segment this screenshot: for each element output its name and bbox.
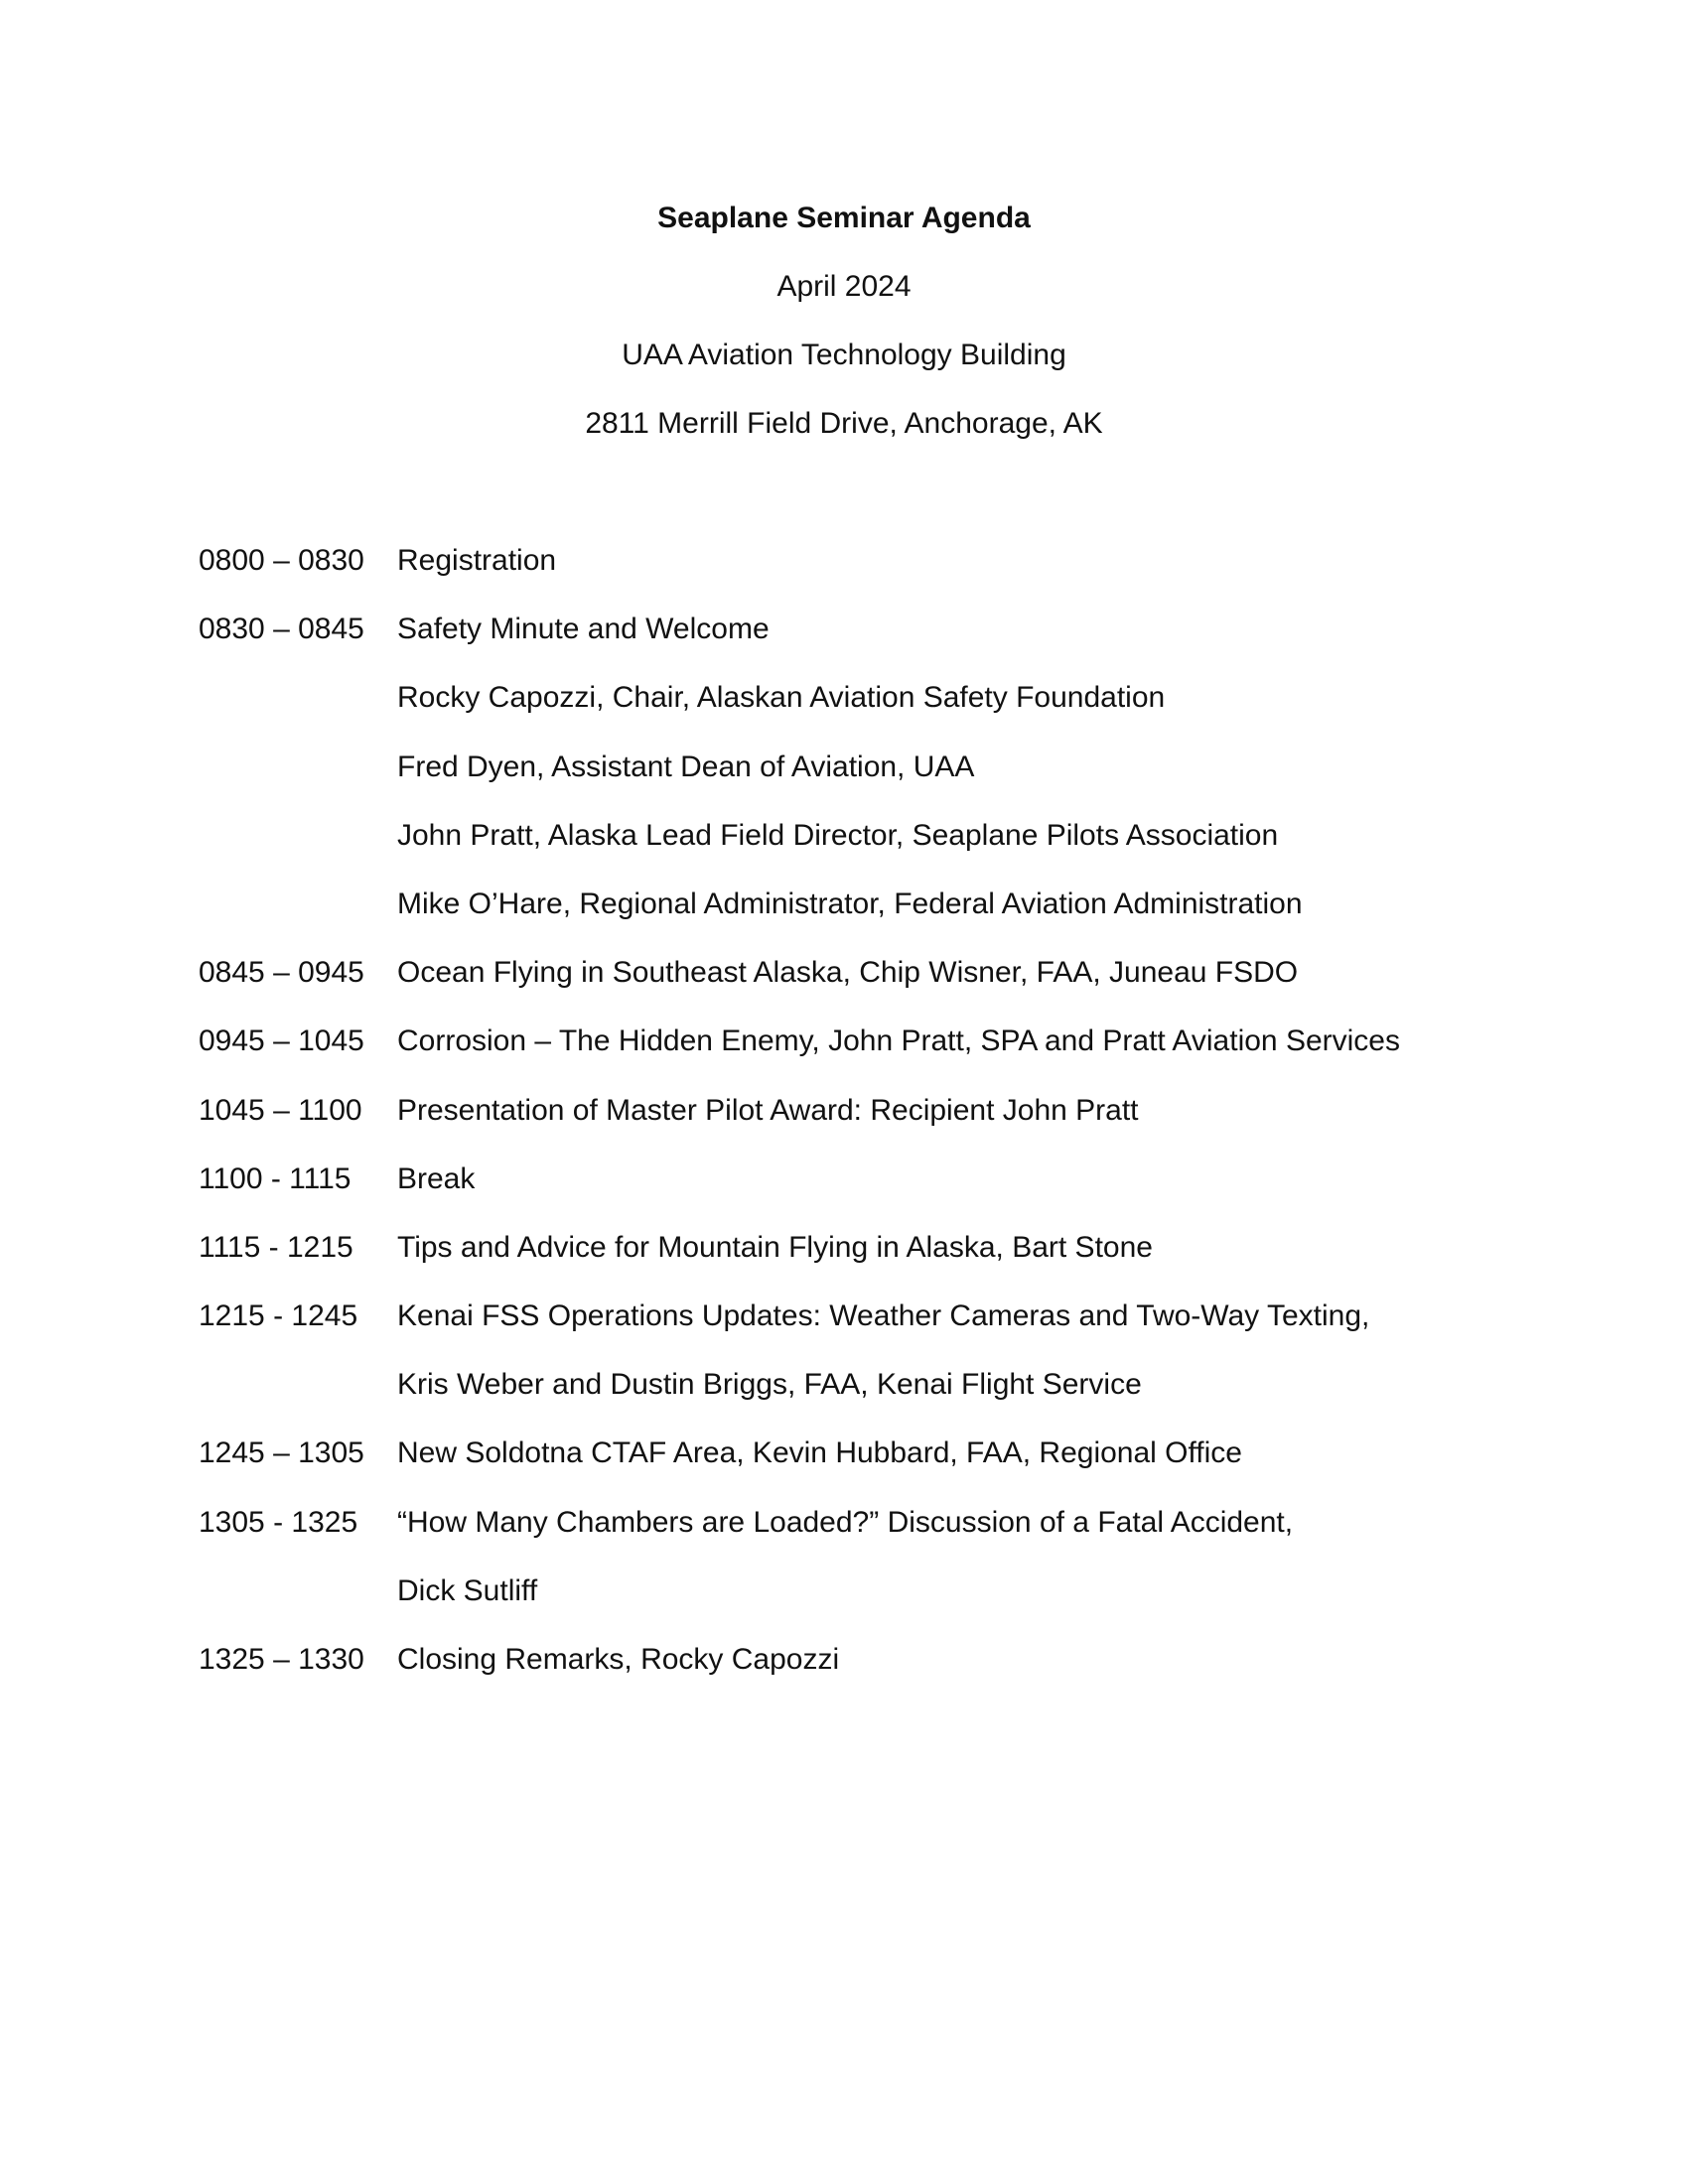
agenda-row (0, 750, 1688, 789)
agenda-time: 1325 – 1330 (199, 1643, 364, 1676)
agenda-item-text: John Pratt, Alaska Lead Field Director, Seaplane Pilots Association (397, 819, 1279, 852)
agenda-row (0, 1435, 1688, 1475)
agenda-item-text: Presentation of Master Pilot Award: Recipient John Pratt (397, 1094, 1139, 1127)
agenda-item-text: Safety Minute and Welcome (397, 613, 770, 645)
agenda-item-text: Kenai FSS Operations Updates: Weather Cameras and Two-Way Texting, (397, 1299, 1370, 1332)
agenda-time: 1045 – 1100 (199, 1094, 362, 1127)
agenda-time: 1100 - 1115 (199, 1162, 352, 1195)
agenda-row (0, 1161, 1688, 1201)
agenda-time: 1245 – 1305 (199, 1436, 364, 1469)
agenda-row (0, 818, 1688, 858)
agenda-row (0, 1093, 1688, 1133)
agenda-row (0, 680, 1688, 720)
agenda-item-text: New Soldotna CTAF Area, Kevin Hubbard, FAA, Regional Office (397, 1436, 1242, 1469)
agenda-item-text: Mike O’Hare, Regional Administrator, Federal Aviation Administration (397, 887, 1303, 920)
agenda-row (0, 1367, 1688, 1407)
agenda-time: 0830 – 0845 (199, 613, 364, 645)
agenda-row (0, 612, 1688, 651)
agenda-row (0, 1230, 1688, 1270)
agenda-time: 0800 – 0830 (199, 544, 364, 577)
agenda-time: 0845 – 0945 (199, 956, 364, 989)
agenda-item-text: Dick Sutliff (397, 1574, 538, 1607)
agenda-row (0, 1573, 1688, 1613)
agenda-row (0, 955, 1688, 995)
agenda-time: 0945 – 1045 (199, 1024, 364, 1057)
agenda-row (0, 1642, 1688, 1682)
agenda-row (0, 543, 1688, 583)
agenda-item-text: Closing Remarks, Rocky Capozzi (397, 1643, 840, 1676)
agenda-item-text: Break (397, 1162, 476, 1195)
agenda-item-text: Kris Weber and Dustin Briggs, FAA, Kenai Flight Service (397, 1368, 1142, 1401)
agenda-item-text: “How Many Chambers are Loaded?” Discussion of a Fatal Accident, (397, 1506, 1294, 1539)
agenda-time: 1115 - 1215 (199, 1231, 353, 1264)
agenda-item-text: Tips and Advice for Mountain Flying in Alaska, Bart Stone (397, 1231, 1153, 1264)
agenda-row (0, 887, 1688, 926)
agenda-time: 1215 - 1245 (199, 1299, 358, 1332)
seminar-date: April 2024 (776, 270, 912, 303)
agenda-item-text: Registration (397, 544, 557, 577)
agenda-item-text: Rocky Capozzi, Chair, Alaskan Aviation Safety Foundation (397, 681, 1166, 714)
seminar-address: 2811 Merrill Field Drive, Anchorage, AK (585, 407, 1103, 440)
document-title: Seaplane Seminar Agenda (657, 202, 1031, 234)
seminar-venue: UAA Aviation Technology Building (622, 339, 1066, 371)
agenda-item-text: Ocean Flying in Southeast Alaska, Chip Wisner, FAA, Juneau FSDO (397, 956, 1299, 989)
agenda-row (0, 1505, 1688, 1545)
agenda-row (0, 1298, 1688, 1338)
agenda-item-text: Corrosion – The Hidden Enemy, John Pratt, SPA and Pratt Aviation Services (397, 1024, 1400, 1057)
agenda-row (0, 1024, 1688, 1063)
agenda-item-text: Fred Dyen, Assistant Dean of Aviation, UAA (397, 751, 975, 783)
agenda-time: 1305 - 1325 (199, 1506, 358, 1539)
